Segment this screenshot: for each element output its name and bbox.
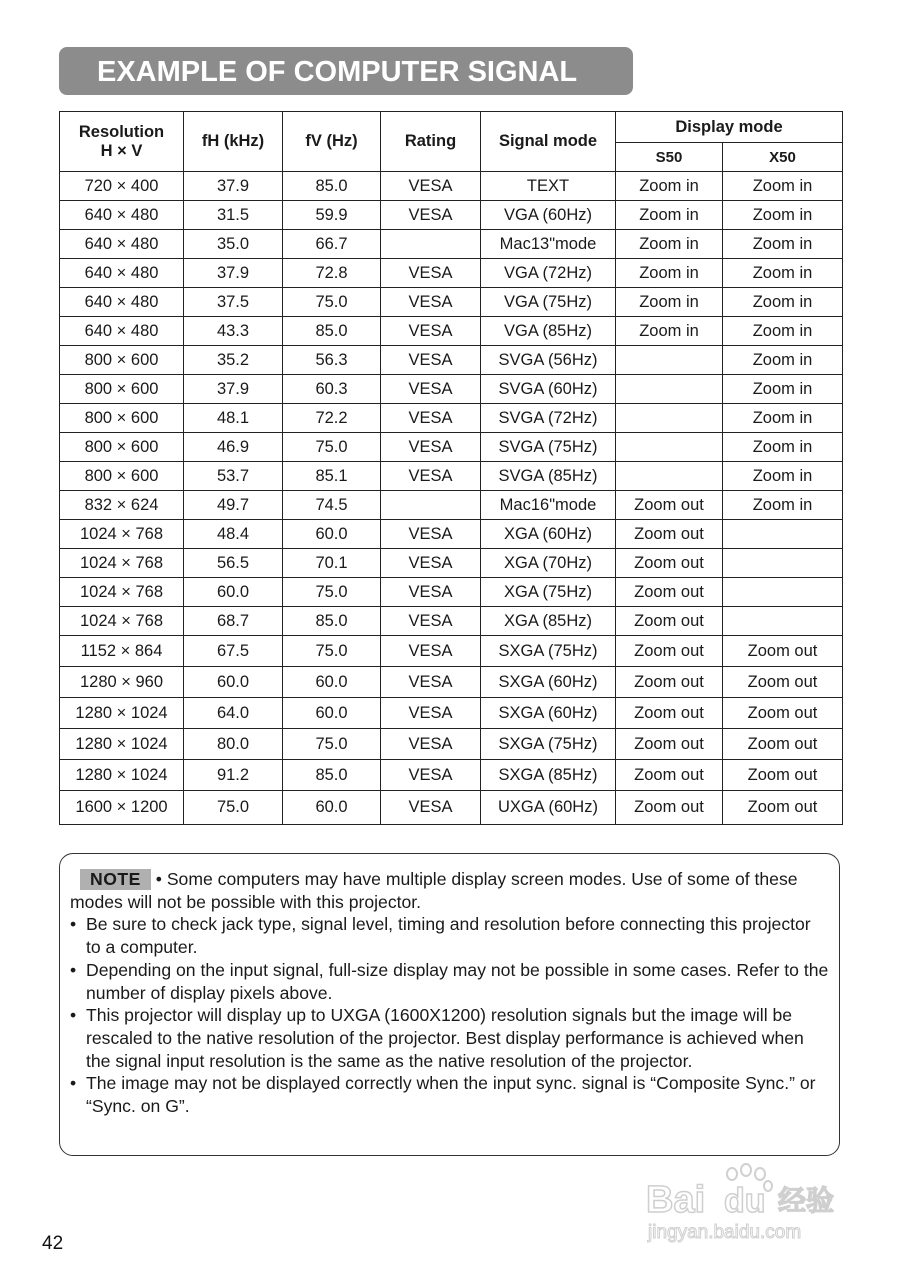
- cell-x50: Zoom in: [723, 346, 843, 375]
- cell-fh: 67.5: [184, 636, 283, 667]
- cell-fh: 75.0: [184, 791, 283, 825]
- header-resolution-line2: H × V: [100, 141, 143, 160]
- cell-resolution: 1280 × 1024: [60, 698, 184, 729]
- note-bullet: [70, 1004, 830, 1072]
- header-fh: fH (kHz): [184, 112, 283, 172]
- cell-fv: 72.2: [283, 404, 381, 433]
- cell-s50: Zoom in: [616, 230, 723, 259]
- table-row: [60, 698, 843, 729]
- cell-x50: Zoom in: [723, 201, 843, 230]
- cell-x50: Zoom out: [723, 698, 843, 729]
- cell-rating: VESA: [381, 549, 481, 578]
- cell-s50: [616, 375, 723, 404]
- cell-fv: 60.0: [283, 791, 381, 825]
- cell-resolution: 1024 × 768: [60, 520, 184, 549]
- table-row: [60, 578, 843, 607]
- cell-resolution: 800 × 600: [60, 375, 184, 404]
- table-row: [60, 172, 843, 201]
- cell-rating: VESA: [381, 520, 481, 549]
- cell-fh: 91.2: [184, 760, 283, 791]
- table-row: [60, 288, 843, 317]
- cell-fv: 60.0: [283, 698, 381, 729]
- cell-s50: Zoom in: [616, 201, 723, 230]
- cell-resolution: 1280 × 960: [60, 667, 184, 698]
- cell-resolution: 640 × 480: [60, 288, 184, 317]
- cell-signal-mode: SVGA (75Hz): [481, 433, 616, 462]
- note-box: [59, 853, 840, 1156]
- cell-fv: 85.0: [283, 172, 381, 201]
- note-first-paragraph: [70, 868, 830, 913]
- cell-resolution: 720 × 400: [60, 172, 184, 201]
- cell-fv: 75.0: [283, 578, 381, 607]
- table-row: [60, 375, 843, 404]
- cell-fh: 35.2: [184, 346, 283, 375]
- cell-s50: Zoom out: [616, 607, 723, 636]
- header-fv: fV (Hz): [283, 112, 381, 172]
- bullet-mark: •: [70, 959, 77, 980]
- note-first-line: • Some computers may have multiple display screen modes. Use of some of these modes will not be possible with this projector.: [70, 869, 798, 912]
- note-content: [70, 868, 830, 1118]
- cell-rating: VESA: [381, 636, 481, 667]
- note-bullet-text: The image may not be displayed correctly when the input sync. signal is “Composite Sync.” or “Sync. on G”.: [86, 1073, 816, 1117]
- cell-x50: Zoom in: [723, 259, 843, 288]
- cell-x50: Zoom in: [723, 491, 843, 520]
- cell-rating: VESA: [381, 729, 481, 760]
- watermark-url: jingyan.baidu.com: [648, 1222, 802, 1243]
- cell-fv: 75.0: [283, 433, 381, 462]
- header-resolution: [60, 112, 184, 172]
- cell-rating: VESA: [381, 433, 481, 462]
- cell-fh: 60.0: [184, 667, 283, 698]
- cell-fv: 74.5: [283, 491, 381, 520]
- table-row: [60, 636, 843, 667]
- cell-signal-mode: XGA (75Hz): [481, 578, 616, 607]
- note-tag: NOTE: [80, 869, 151, 890]
- cell-rating: VESA: [381, 346, 481, 375]
- cell-s50: Zoom out: [616, 667, 723, 698]
- cell-signal-mode: SXGA (75Hz): [481, 729, 616, 760]
- cell-resolution: 800 × 600: [60, 346, 184, 375]
- paw-toe: [727, 1168, 737, 1180]
- cell-x50: Zoom out: [723, 791, 843, 825]
- cell-fv: 75.0: [283, 288, 381, 317]
- header-signal-mode: Signal mode: [481, 112, 616, 172]
- header-resolution-line1: Resolution: [78, 122, 165, 141]
- note-bullet-text: Depending on the input signal, full-size display may not be possible in some cases. Refer to the number of display pixels above.: [86, 959, 829, 1003]
- header-display-mode: Display mode: [616, 112, 843, 143]
- cell-x50: [723, 520, 843, 549]
- cell-s50: Zoom out: [616, 520, 723, 549]
- table-row: [60, 607, 843, 636]
- cell-resolution: 800 × 600: [60, 462, 184, 491]
- cell-signal-mode: Mac16"mode: [481, 491, 616, 520]
- cell-fh: 64.0: [184, 698, 283, 729]
- paw-toe: [741, 1164, 751, 1176]
- computer-signal-table: [59, 111, 843, 825]
- cell-fh: 43.3: [184, 317, 283, 346]
- watermark-brand-suffix: du: [724, 1182, 766, 1220]
- cell-resolution: 1024 × 768: [60, 607, 184, 636]
- table-row: [60, 549, 843, 578]
- cell-signal-mode: XGA (60Hz): [481, 520, 616, 549]
- cell-rating: [381, 491, 481, 520]
- cell-fh: 68.7: [184, 607, 283, 636]
- cell-fh: 46.9: [184, 433, 283, 462]
- header-x50: X50: [723, 143, 843, 172]
- cell-x50: Zoom in: [723, 433, 843, 462]
- cell-signal-mode: SVGA (56Hz): [481, 346, 616, 375]
- cell-rating: VESA: [381, 201, 481, 230]
- cell-fv: 59.9: [283, 201, 381, 230]
- table-row: [60, 201, 843, 230]
- cell-rating: VESA: [381, 698, 481, 729]
- cell-fh: 37.9: [184, 259, 283, 288]
- cell-signal-mode: UXGA (60Hz): [481, 791, 616, 825]
- cell-fh: 48.1: [184, 404, 283, 433]
- cell-fv: 85.0: [283, 760, 381, 791]
- cell-s50: Zoom out: [616, 791, 723, 825]
- cell-x50: Zoom in: [723, 317, 843, 346]
- cell-signal-mode: SXGA (75Hz): [481, 636, 616, 667]
- table-row: [60, 404, 843, 433]
- note-list: [70, 913, 830, 1117]
- note-bullet: [70, 959, 830, 1004]
- cell-fh: 37.9: [184, 375, 283, 404]
- cell-resolution: 1600 × 1200: [60, 791, 184, 825]
- cell-signal-mode: VGA (72Hz): [481, 259, 616, 288]
- cell-x50: [723, 578, 843, 607]
- cell-resolution: 800 × 600: [60, 404, 184, 433]
- cell-s50: Zoom in: [616, 288, 723, 317]
- cell-rating: VESA: [381, 791, 481, 825]
- cell-fv: 60.3: [283, 375, 381, 404]
- cell-resolution: 832 × 624: [60, 491, 184, 520]
- cell-signal-mode: VGA (75Hz): [481, 288, 616, 317]
- paw-toe: [755, 1168, 765, 1180]
- cell-rating: VESA: [381, 317, 481, 346]
- page-number: 42: [42, 1233, 64, 1254]
- cell-resolution: 640 × 480: [60, 201, 184, 230]
- cell-x50: Zoom in: [723, 230, 843, 259]
- table-row: [60, 729, 843, 760]
- cell-fh: 48.4: [184, 520, 283, 549]
- cell-signal-mode: SVGA (60Hz): [481, 375, 616, 404]
- note-bullet-text: Be sure to check jack type, signal level, timing and resolution before connecting this projector to a computer.: [86, 914, 811, 958]
- cell-fv: 75.0: [283, 636, 381, 667]
- cell-fh: 37.5: [184, 288, 283, 317]
- cell-fh: 37.9: [184, 172, 283, 201]
- table-row: [60, 230, 843, 259]
- note-bullet: [70, 1072, 830, 1117]
- cell-s50: Zoom out: [616, 491, 723, 520]
- cell-fv: 75.0: [283, 729, 381, 760]
- cell-signal-mode: SXGA (60Hz): [481, 667, 616, 698]
- cell-x50: Zoom out: [723, 760, 843, 791]
- cell-fv: 56.3: [283, 346, 381, 375]
- cell-fh: 56.5: [184, 549, 283, 578]
- cell-fh: 80.0: [184, 729, 283, 760]
- cell-rating: VESA: [381, 288, 481, 317]
- cell-rating: VESA: [381, 607, 481, 636]
- cell-s50: Zoom in: [616, 317, 723, 346]
- table-body: [60, 172, 843, 825]
- cell-signal-mode: VGA (85Hz): [481, 317, 616, 346]
- cell-s50: [616, 462, 723, 491]
- bullet-mark: •: [70, 1073, 77, 1094]
- note-bullet: [70, 913, 830, 958]
- section-title-bar: [59, 47, 633, 95]
- cell-signal-mode: SVGA (85Hz): [481, 462, 616, 491]
- cell-x50: [723, 607, 843, 636]
- cell-resolution: 640 × 480: [60, 259, 184, 288]
- cell-fh: 31.5: [184, 201, 283, 230]
- table-row: [60, 491, 843, 520]
- note-bullet-text: This projector will display up to UXGA (1600X1200) resolution signals but the image will be rescaled to the native resolution of the projector. Best display performance is achieved when the signal input resolution is the same as the native resolution of the projector.: [86, 1005, 804, 1071]
- watermark-cn: 经验: [778, 1184, 835, 1217]
- cell-resolution: 640 × 480: [60, 317, 184, 346]
- table-row: [60, 317, 843, 346]
- cell-fv: 70.1: [283, 549, 381, 578]
- table-row: [60, 433, 843, 462]
- cell-x50: Zoom in: [723, 404, 843, 433]
- cell-s50: Zoom out: [616, 549, 723, 578]
- cell-rating: VESA: [381, 462, 481, 491]
- cell-s50: Zoom in: [616, 172, 723, 201]
- cell-s50: Zoom out: [616, 760, 723, 791]
- cell-signal-mode: SXGA (85Hz): [481, 760, 616, 791]
- bullet-mark: •: [70, 1005, 77, 1026]
- cell-s50: Zoom out: [616, 636, 723, 667]
- cell-resolution: 1024 × 768: [60, 549, 184, 578]
- cell-s50: [616, 433, 723, 462]
- cell-rating: VESA: [381, 760, 481, 791]
- header-rating: Rating: [381, 112, 481, 172]
- cell-fh: 49.7: [184, 491, 283, 520]
- cell-s50: [616, 346, 723, 375]
- cell-x50: Zoom out: [723, 667, 843, 698]
- cell-fv: 60.0: [283, 667, 381, 698]
- table-row: [60, 462, 843, 491]
- cell-signal-mode: SXGA (60Hz): [481, 698, 616, 729]
- cell-rating: [381, 230, 481, 259]
- cell-signal-mode: XGA (85Hz): [481, 607, 616, 636]
- cell-resolution: 640 × 480: [60, 230, 184, 259]
- table-row: [60, 760, 843, 791]
- cell-x50: Zoom in: [723, 172, 843, 201]
- cell-x50: Zoom in: [723, 462, 843, 491]
- cell-fv: 66.7: [283, 230, 381, 259]
- cell-rating: VESA: [381, 259, 481, 288]
- table-row: [60, 667, 843, 698]
- cell-fv: 85.0: [283, 317, 381, 346]
- cell-rating: VESA: [381, 667, 481, 698]
- cell-x50: [723, 549, 843, 578]
- header-s50: S50: [616, 143, 723, 172]
- bullet-mark: •: [70, 914, 77, 935]
- cell-x50: Zoom in: [723, 375, 843, 404]
- cell-s50: Zoom out: [616, 729, 723, 760]
- cell-s50: [616, 404, 723, 433]
- cell-rating: VESA: [381, 172, 481, 201]
- cell-resolution: 1280 × 1024: [60, 729, 184, 760]
- cell-x50: Zoom in: [723, 288, 843, 317]
- cell-fv: 85.0: [283, 607, 381, 636]
- table-row: [60, 791, 843, 825]
- cell-rating: VESA: [381, 404, 481, 433]
- cell-fv: 85.1: [283, 462, 381, 491]
- cell-s50: Zoom out: [616, 698, 723, 729]
- cell-fv: 72.8: [283, 259, 381, 288]
- cell-signal-mode: SVGA (72Hz): [481, 404, 616, 433]
- cell-fh: 53.7: [184, 462, 283, 491]
- cell-signal-mode: Mac13"mode: [481, 230, 616, 259]
- cell-resolution: 800 × 600: [60, 433, 184, 462]
- cell-fh: 60.0: [184, 578, 283, 607]
- cell-s50: Zoom out: [616, 578, 723, 607]
- cell-x50: Zoom out: [723, 636, 843, 667]
- section-title: EXAMPLE OF COMPUTER SIGNAL: [97, 56, 578, 88]
- cell-x50: Zoom out: [723, 729, 843, 760]
- cell-signal-mode: XGA (70Hz): [481, 549, 616, 578]
- table-row: [60, 259, 843, 288]
- cell-rating: VESA: [381, 578, 481, 607]
- cell-fh: 35.0: [184, 230, 283, 259]
- watermark-brand: Bai: [646, 1179, 706, 1221]
- cell-resolution: 1024 × 768: [60, 578, 184, 607]
- cell-fv: 60.0: [283, 520, 381, 549]
- cell-rating: VESA: [381, 375, 481, 404]
- cell-resolution: 1152 × 864: [60, 636, 184, 667]
- cell-s50: Zoom in: [616, 259, 723, 288]
- cell-resolution: 1280 × 1024: [60, 760, 184, 791]
- table-row: [60, 346, 843, 375]
- table-row: [60, 520, 843, 549]
- cell-signal-mode: TEXT: [481, 172, 616, 201]
- baidu-jingyan-watermark: [628, 1160, 858, 1250]
- cell-signal-mode: VGA (60Hz): [481, 201, 616, 230]
